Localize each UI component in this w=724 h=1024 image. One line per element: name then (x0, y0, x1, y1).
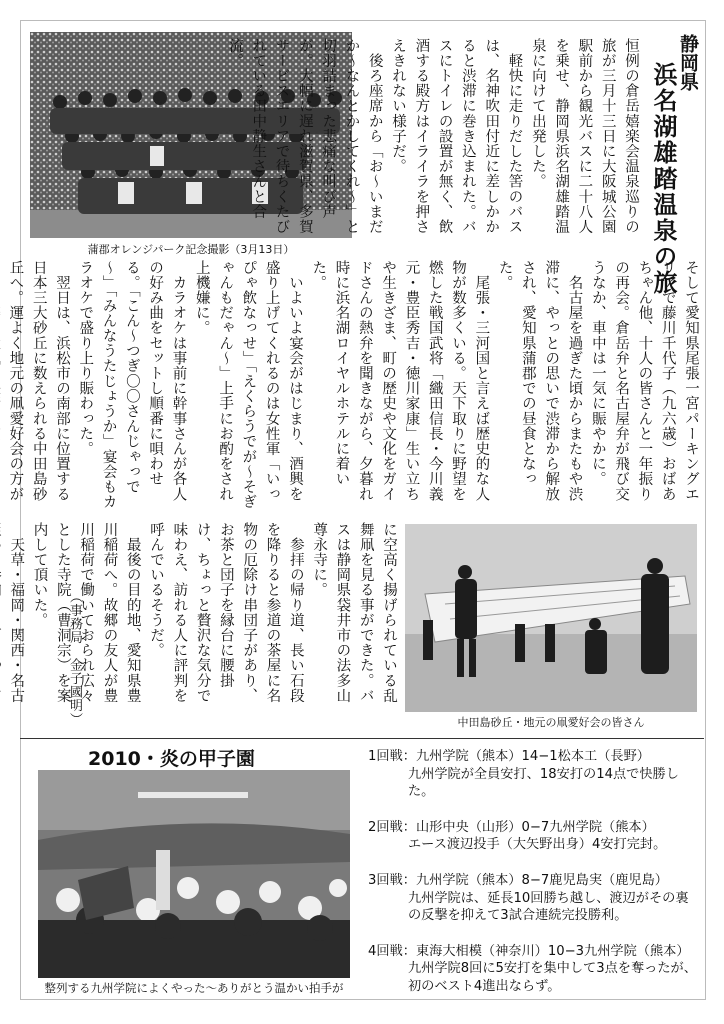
round-1-result (368, 748, 698, 801)
article-title-prefecture: 静岡県 (677, 34, 699, 91)
round-4-result (368, 943, 698, 996)
section-divider (20, 738, 704, 739)
kite-photo-caption: 中田島砂丘・地元の凧愛好会の皆さん (457, 716, 645, 729)
round-3-result (368, 872, 698, 925)
round-1-note: 九州学院が全員安打、18安打の14点で快勝した。 (408, 766, 679, 800)
round-3-note: 九州学院は、延長10回勝ち越し、渡辺がその裏の反撃を抑えて3試合連続完投勝利。 (408, 890, 689, 924)
koshien-results (368, 748, 698, 1014)
stadium-photo-caption: 整列する九州学院によくやった～ありがとう温かい拍手が (44, 981, 344, 995)
article-author: （事務局 金子國明） (67, 590, 82, 726)
koshien-title: 2010・炎の甲子園 (88, 748, 255, 770)
article-title: 浜名湖雄踏温泉の旅 (649, 62, 677, 296)
stadium-photo-image (38, 770, 350, 978)
stadium-photo (38, 770, 350, 978)
kite-photo-image (405, 524, 697, 712)
round-3-score: 3回戦：九州学院（熊本）8−7鹿児島実（鹿児島） (368, 872, 668, 888)
round-4-note: 九州学院8回に5安打を集中して3点を奪ったが、初のベスト4進出ならず。 (408, 961, 697, 994)
round-4-score: 4回戦：東海大相模（神奈川）10−3九州学院（熊本） (368, 943, 690, 959)
round-2-score: 2回戦：山形中央（山形）0−7九州学院（熊本） (368, 819, 655, 835)
round-2-result (368, 819, 698, 854)
round-2-note: エース渡辺投手（大矢野出身）4安打完封。 (408, 837, 667, 853)
article-column-c: に空高く揚げられている乱舞凧を見る事ができた。バスは静岡県袋井市の法多山尊永寺に。 参拝の帰り道、長い石段を降りると参道の茶屋に名物の厄除け串団子があり、お茶と団子を縁台に腰掛け、ちょっと贅沢な気分で味わえ、訪れる人に評判を呼んでいるそうだ。 最後の目的地、愛知県豊川稲荷へ。故郷の友人が豊川稲荷で働いておられ広々とした寺院（曹洞宗）を案内して頂いた。 天草・福岡・関西・名古 (8, 522, 397, 704)
round-1-score: 1回戦：九州学院（熊本）14−1松本工（長野） (368, 749, 650, 764)
article-column-a: 恒例の倉岳嬉楽会温泉巡りの旅が三月十三日に大阪城公園駅前から観光バスに二十八人を乗せ、静岡県浜名湖雄踏温泉に向けて出発した。 軽快に走りだした筈のバスは、名神吹田付近に差しかかると渋滞に巻き込まれた。バスにトイレの設置が無く、飲酒する殿方はイライラを押さえきれない様子だ。 後ろ座席から「お～いまだか～なんとかしてくれ～」と切羽詰まった悲痛な叫び声が。大幅に遅れ滋賀県、多賀サービスエリアで待ちくたびれている田中静生さんと合流。 (226, 38, 639, 235)
group-photo-caption: 蒲郡オレンジパーク記念撮影（3月13日） (87, 243, 295, 256)
article-column-b: そして愛知県尾張一宮パーキングエリアで藤川千代子（九六歳）おばあちゃん他、十人の皆さんと一年振りの再会。倉岳弁と名古屋弁が飛び交うなか、車中は一気に賑やかに。 名古屋を過ぎた頃からまたもや渋滞に、やっとの思いで渋滞から解放され、愛知県蒲郡での昼食となった。 尾張・三河国と言えば歴史的な人物が数多くいる。天下取りに野望を燃した戦国武将「織田信長・今川義元・豊臣秀吉・徳川家康」生い立ちや生きざま、町の歴史や文化をガイドさんの熱弁を聞きながら、夕暮れ時に浜名湖ロイヤルホテルに着いた。 いよいよ宴会がはじまり、酒興を盛り上げてくれるのは女性軍「いっぴゃ飲なっせ」「えくらうでが～そぎゃんもだゃん～」上手にお酌をされ上機嫌に。 カラオケは事前に幹事さんが各人の好み曲をセットし順番に唄わせる。「こん～つぎ〇〇さんじゃっで～」「みんなうたじょうか」宴会もカラオケで盛り上り賑わった。 翌日は、浜松市の南部に位置する日本三大砂丘に数えられる中田島砂丘へ。運よく地元の凧愛好会の方が (7, 260, 699, 510)
kite-photo (405, 524, 697, 712)
